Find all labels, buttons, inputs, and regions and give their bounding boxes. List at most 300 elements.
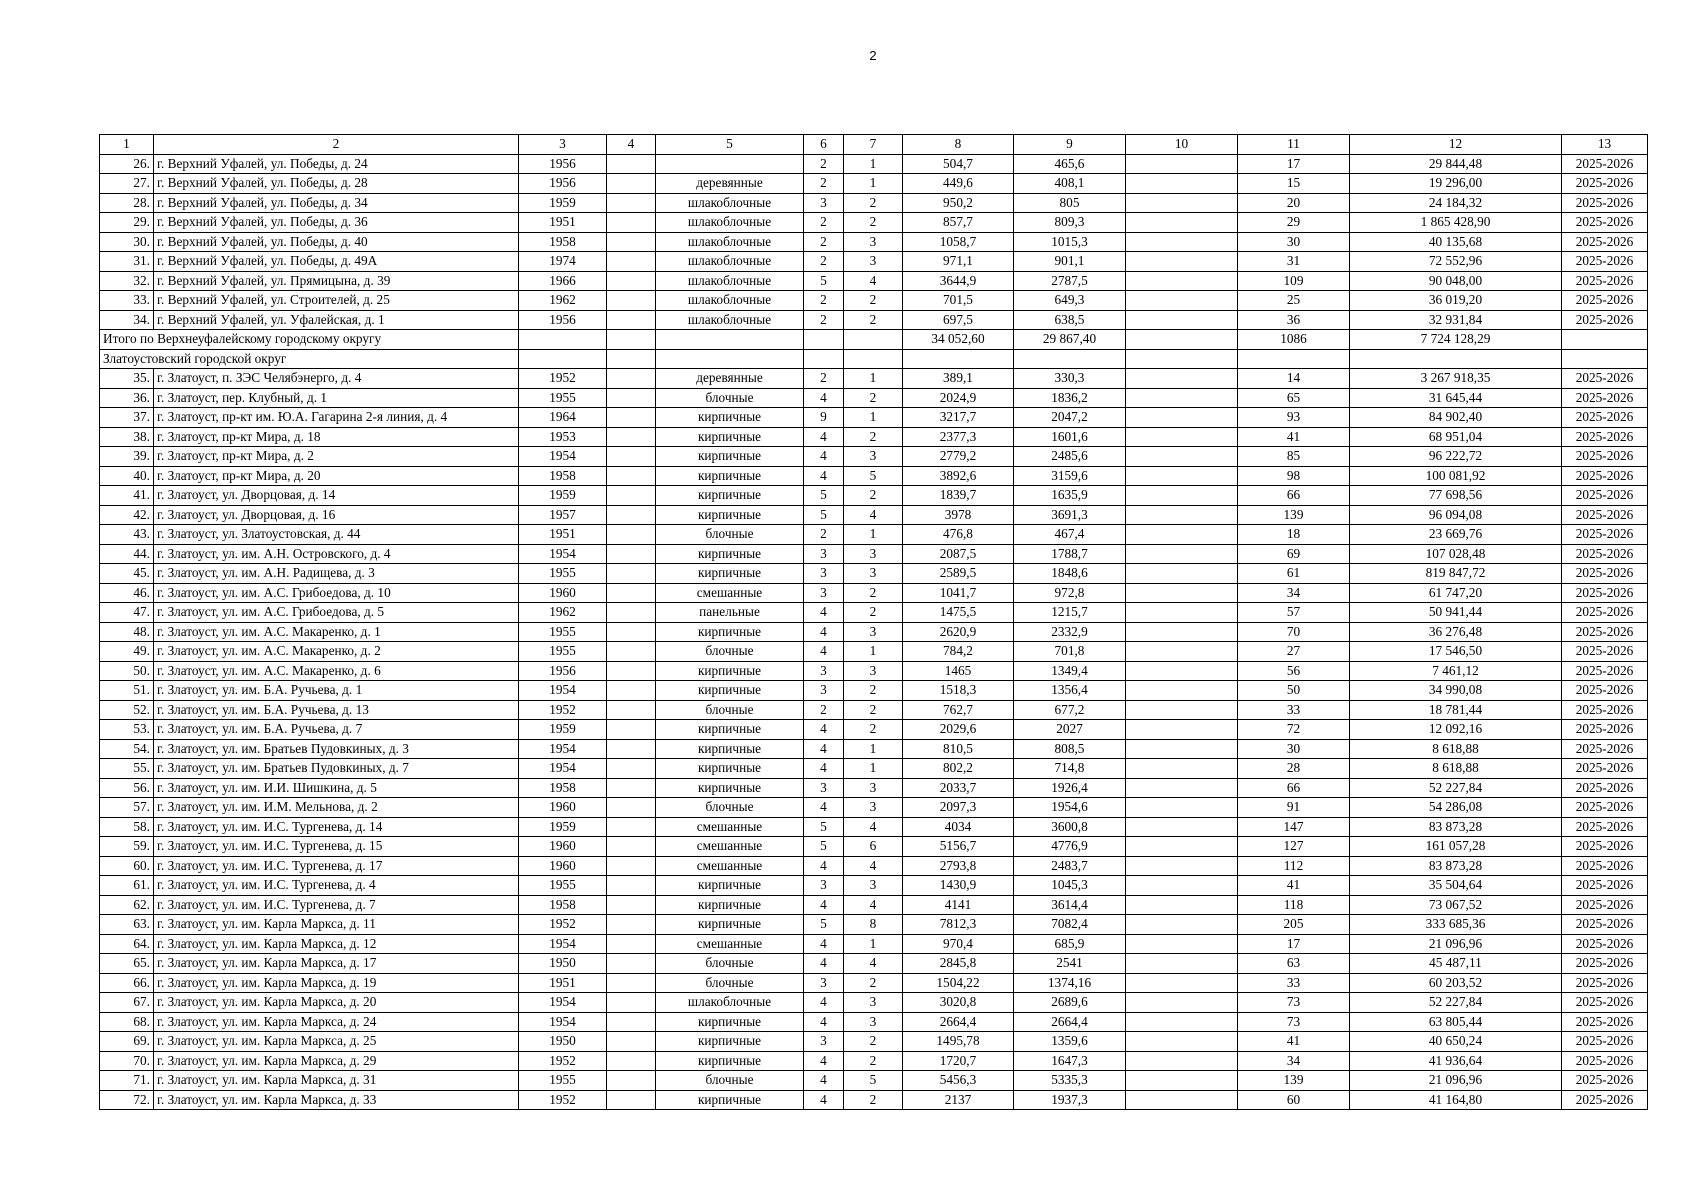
cell-col-12: 107 028,48 [1350, 544, 1562, 564]
cell-col-4 [607, 954, 656, 974]
cell-col-7: 2 [844, 583, 903, 603]
cell-col-10 [1126, 720, 1238, 740]
cell-col-9: 3614,4 [1014, 895, 1126, 915]
cell-col-6: 4 [804, 642, 844, 662]
cell-col-12: 3 267 918,35 [1350, 369, 1562, 389]
cell-col-13: 2025-2026 [1562, 486, 1648, 506]
cell-col-8: 1041,7 [903, 583, 1014, 603]
table-row [100, 661, 1648, 681]
cell-col-3: 1955 [519, 388, 607, 408]
cell-col-10 [1126, 525, 1238, 545]
cell-col-8: 802,2 [903, 759, 1014, 779]
cell-col-10 [1126, 895, 1238, 915]
cell-col-10 [1126, 505, 1238, 525]
cell-col-13: 2025-2026 [1562, 232, 1648, 252]
cell-col-4 [607, 700, 656, 720]
cell-col-3: 1955 [519, 876, 607, 896]
cell-col-7: 3 [844, 544, 903, 564]
cell-col-1: 71. [100, 1071, 154, 1091]
cell-col-6: 4 [804, 895, 844, 915]
cell-col-10 [1126, 934, 1238, 954]
cell-col-6: 4 [804, 1071, 844, 1091]
cell-col-11: 36 [1238, 310, 1350, 330]
cell-col-1: 61. [100, 876, 154, 896]
cell-col-3: 1959 [519, 486, 607, 506]
table-row [100, 1032, 1648, 1052]
cell-col-7: 1 [844, 369, 903, 389]
cell-col-1: 53. [100, 720, 154, 740]
cell-col-11: 56 [1238, 661, 1350, 681]
cell-col-5: кирпичные [656, 681, 804, 701]
cell-col-4 [607, 895, 656, 915]
cell-col-10 [1126, 622, 1238, 642]
header-cell: 12 [1350, 135, 1562, 155]
cell-col-2: г. Златоуст, ул. им. Б.А. Ручьева, д. 7 [154, 720, 519, 740]
cell-col-8: 1504,22 [903, 973, 1014, 993]
cell-col-10 [1126, 388, 1238, 408]
cell-col-9: 901,1 [1014, 252, 1126, 272]
cell-col-12: 29 844,48 [1350, 154, 1562, 174]
cell-col-7: 2 [844, 1032, 903, 1052]
cell-col-2: г. Златоуст, ул. им. А.Н. Радищева, д. 3 [154, 564, 519, 584]
cell-col-8: 971,1 [903, 252, 1014, 272]
cell-col-8: 1430,9 [903, 876, 1014, 896]
cell-col-1: 33. [100, 291, 154, 311]
table-row [100, 759, 1648, 779]
cell-col-5: кирпичные [656, 622, 804, 642]
cell-col-3: 1959 [519, 193, 607, 213]
table-row [100, 778, 1648, 798]
cell-col-4 [607, 973, 656, 993]
table-row [100, 564, 1648, 584]
cell-col-5: шлакоблочные [656, 271, 804, 291]
cell-col-12: 73 067,52 [1350, 895, 1562, 915]
cell-col-6: 2 [804, 310, 844, 330]
cell-col-9: 714,8 [1014, 759, 1126, 779]
cell-col-10 [1126, 486, 1238, 506]
cell-col-1: 50. [100, 661, 154, 681]
cell-col-13: 2025-2026 [1562, 856, 1648, 876]
cell-col-5: кирпичные [656, 1032, 804, 1052]
cell-col-2: г. Златоуст, ул. им. И.С. Тургенева, д. 17 [154, 856, 519, 876]
cell-col-7: 1 [844, 525, 903, 545]
cell-col-6: 2 [804, 232, 844, 252]
cell-col-4 [607, 466, 656, 486]
cell-col-4 [607, 544, 656, 564]
cell-col-2: г. Златоуст, ул. им. Карла Маркса, д. 11 [154, 915, 519, 935]
cell-col-9: 1647,3 [1014, 1051, 1126, 1071]
cell-col-11: 109 [1238, 271, 1350, 291]
cell-col-10 [1126, 1012, 1238, 1032]
cell-col-11: 66 [1238, 778, 1350, 798]
cell-col-8: 2779,2 [903, 447, 1014, 467]
cell-col-13: 2025-2026 [1562, 252, 1648, 272]
cell-col-5: блочные [656, 798, 804, 818]
cell-col-13: 2025-2026 [1562, 408, 1648, 428]
cell-col-3: 1954 [519, 681, 607, 701]
cell-col-5: деревянные [656, 369, 804, 389]
cell-col-10 [1126, 876, 1238, 896]
cell-col-4 [607, 525, 656, 545]
cell-col-10 [1126, 993, 1238, 1013]
cell-col-5: кирпичные [656, 661, 804, 681]
table-row [100, 544, 1648, 564]
cell-col-9: 805 [1014, 193, 1126, 213]
cell-col-13: 2025-2026 [1562, 564, 1648, 584]
cell-col-8: 2029,6 [903, 720, 1014, 740]
cell-col-13: 2025-2026 [1562, 505, 1648, 525]
cell-col-5: кирпичные [656, 564, 804, 584]
cell-col-7: 5 [844, 1071, 903, 1091]
header-cell: 1 [100, 135, 154, 155]
cell-col-13: 2025-2026 [1562, 934, 1648, 954]
cell-col-2: г. Златоуст, ул. им. А.Н. Островского, д. 4 [154, 544, 519, 564]
cell-col-12: 24 184,32 [1350, 193, 1562, 213]
cell-col-3: 1960 [519, 856, 607, 876]
cell-col-12: 34 990,08 [1350, 681, 1562, 701]
cell-col-12: 333 685,36 [1350, 915, 1562, 935]
cell-col-6: 2 [804, 252, 844, 272]
cell-col-9: 649,3 [1014, 291, 1126, 311]
cell-col-13: 2025-2026 [1562, 798, 1648, 818]
empty-cell [844, 349, 903, 369]
cell-col-1: 54. [100, 739, 154, 759]
page-number: 2 [869, 48, 877, 63]
cell-col-9: 1926,4 [1014, 778, 1126, 798]
cell-col-1: 72. [100, 1090, 154, 1110]
cell-col-13: 2025-2026 [1562, 895, 1648, 915]
cell-col-7: 3 [844, 622, 903, 642]
cell-col-12: 36 019,20 [1350, 291, 1562, 311]
cell-col-7: 4 [844, 895, 903, 915]
cell-col-7: 8 [844, 915, 903, 935]
cell-col-6: 3 [804, 876, 844, 896]
empty-cell [1014, 349, 1126, 369]
cell-col-4 [607, 174, 656, 194]
cell-col-9: 1359,6 [1014, 1032, 1126, 1052]
cell-col-3: 1954 [519, 993, 607, 1013]
header-cell: 7 [844, 135, 903, 155]
cell-col-3: 1974 [519, 252, 607, 272]
cell-col-9: 809,3 [1014, 213, 1126, 233]
cell-col-1: 39. [100, 447, 154, 467]
cell-col-10 [1126, 310, 1238, 330]
header-cell: 2 [154, 135, 519, 155]
cell-col-13: 2025-2026 [1562, 993, 1648, 1013]
cell-col-9: 408,1 [1014, 174, 1126, 194]
cell-col-2: г. Златоуст, ул. им. И.С. Тургенева, д. 14 [154, 817, 519, 837]
cell-col-12: 161 057,28 [1350, 837, 1562, 857]
cell-col-4 [607, 213, 656, 233]
table-row [100, 954, 1648, 974]
cell-col-10 [1126, 856, 1238, 876]
cell-col-6: 4 [804, 622, 844, 642]
cell-col-2: г. Верхний Уфалей, ул. Строителей, д. 25 [154, 291, 519, 311]
cell-col-12: 50 941,44 [1350, 603, 1562, 623]
cell-col-6: 4 [804, 993, 844, 1013]
cell-col-2: г. Златоуст, ул. им. Карла Маркса, д. 20 [154, 993, 519, 1013]
cell-col-1: 27. [100, 174, 154, 194]
cell-col-12: 63 805,44 [1350, 1012, 1562, 1032]
table-row [100, 1012, 1648, 1032]
cell-col-2: г. Златоуст, ул. им. И.С. Тургенева, д. 4 [154, 876, 519, 896]
cell-col-7: 2 [844, 720, 903, 740]
cell-col-11: 70 [1238, 622, 1350, 642]
cell-col-5: блочные [656, 642, 804, 662]
cell-col-7: 3 [844, 252, 903, 272]
cell-col-6: 3 [804, 973, 844, 993]
cell-col-2: г. Златоуст, ул. им. Б.А. Ручьева, д. 1 [154, 681, 519, 701]
cell-col-9: 1015,3 [1014, 232, 1126, 252]
cell-col-5: блочные [656, 954, 804, 974]
cell-col-9: 2047,2 [1014, 408, 1126, 428]
cell-col-10 [1126, 1032, 1238, 1052]
cell-col-12: 41 164,80 [1350, 1090, 1562, 1110]
cell-col-11: 41 [1238, 427, 1350, 447]
cell-col-3: 1954 [519, 1012, 607, 1032]
cell-col-2: г. Златоуст, ул. им. Карла Маркса, д. 25 [154, 1032, 519, 1052]
table-row [100, 213, 1648, 233]
cell-col-6: 4 [804, 934, 844, 954]
table-row [100, 798, 1648, 818]
cell-col-13: 2025-2026 [1562, 642, 1648, 662]
empty-cell [1562, 330, 1648, 350]
cell-col-8: 2024,9 [903, 388, 1014, 408]
cell-col-2: г. Златоуст, ул. им. Карла Маркса, д. 29 [154, 1051, 519, 1071]
cell-col-9: 701,8 [1014, 642, 1126, 662]
cell-col-11: 139 [1238, 505, 1350, 525]
cell-col-10 [1126, 778, 1238, 798]
cell-col-1: 70. [100, 1051, 154, 1071]
cell-col-12: 21 096,96 [1350, 934, 1562, 954]
cell-col-7: 1 [844, 759, 903, 779]
cell-col-9: 972,8 [1014, 583, 1126, 603]
cell-col-2: г. Верхний Уфалей, ул. Победы, д. 36 [154, 213, 519, 233]
cell-col-9: 467,4 [1014, 525, 1126, 545]
cell-col-11: 28 [1238, 759, 1350, 779]
cell-col-13: 2025-2026 [1562, 681, 1648, 701]
cell-col-2: г. Златоуст, ул. им. А.С. Грибоедова, д. 10 [154, 583, 519, 603]
section-row [100, 349, 1648, 369]
cell-col-5: кирпичные [656, 915, 804, 935]
cell-col-12: 54 286,08 [1350, 798, 1562, 818]
cell-col-10 [1126, 447, 1238, 467]
cell-col-13: 2025-2026 [1562, 447, 1648, 467]
cell-col-3: 1962 [519, 603, 607, 623]
cell-col-5: кирпичные [656, 739, 804, 759]
cell-col-1: 62. [100, 895, 154, 915]
cell-col-9: 1635,9 [1014, 486, 1126, 506]
cell-col-6: 2 [804, 213, 844, 233]
cell-col-7: 3 [844, 232, 903, 252]
cell-col-1: 46. [100, 583, 154, 603]
cell-col-12: 83 873,28 [1350, 856, 1562, 876]
cell-col-5 [656, 154, 804, 174]
cell-col-1: 67. [100, 993, 154, 1013]
cell-col-10 [1126, 837, 1238, 857]
cell-col-2: г. Златоуст, пр-кт Мира, д. 20 [154, 466, 519, 486]
cell-col-10 [1126, 466, 1238, 486]
cell-col-3: 1958 [519, 232, 607, 252]
empty-cell [903, 349, 1014, 369]
cell-col-2: г. Златоуст, ул. им. И.И. Шишкина, д. 5 [154, 778, 519, 798]
cell-col-11: 63 [1238, 954, 1350, 974]
cell-col-9: 677,2 [1014, 700, 1126, 720]
cell-col-1: 36. [100, 388, 154, 408]
cell-col-13: 2025-2026 [1562, 954, 1648, 974]
cell-col-13: 2025-2026 [1562, 1012, 1648, 1032]
cell-col-12: 45 487,11 [1350, 954, 1562, 974]
table-row [100, 583, 1648, 603]
cell-col-3: 1958 [519, 895, 607, 915]
table-row [100, 700, 1648, 720]
table-row [100, 993, 1648, 1013]
cell-col-3: 1952 [519, 915, 607, 935]
cell-col-3: 1955 [519, 564, 607, 584]
cell-col-13: 2025-2026 [1562, 876, 1648, 896]
cell-col-7: 3 [844, 564, 903, 584]
cell-col-6: 4 [804, 427, 844, 447]
cell-col-2: г. Златоуст, ул. им. А.С. Грибоедова, д. 5 [154, 603, 519, 623]
cell-col-3: 1960 [519, 798, 607, 818]
cell-col-9: 1836,2 [1014, 388, 1126, 408]
cell-col-6: 3 [804, 778, 844, 798]
cell-col-4 [607, 1071, 656, 1091]
cell-col-2: г. Златоуст, ул. Златоустовская, д. 44 [154, 525, 519, 545]
cell-col-7: 2 [844, 388, 903, 408]
cell-col-5: кирпичные [656, 759, 804, 779]
cell-col-2: г. Верхний Уфалей, ул. Победы, д. 49А [154, 252, 519, 272]
cell-col-13: 2025-2026 [1562, 583, 1648, 603]
cell-col-9: 330,3 [1014, 369, 1126, 389]
cell-col-13: 2025-2026 [1562, 291, 1648, 311]
cell-col-6: 4 [804, 466, 844, 486]
cell-col-3: 1950 [519, 1032, 607, 1052]
cell-col-5: кирпичные [656, 505, 804, 525]
cell-col-5: кирпичные [656, 466, 804, 486]
cell-col-10 [1126, 681, 1238, 701]
cell-col-3: 1951 [519, 525, 607, 545]
cell-col-2: г. Верхний Уфалей, ул. Победы, д. 28 [154, 174, 519, 194]
cell-col-10 [1126, 700, 1238, 720]
empty-cell [844, 330, 903, 350]
cell-col-10 [1126, 154, 1238, 174]
cell-col-10 [1126, 193, 1238, 213]
table-row [100, 486, 1648, 506]
cell-col-3: 1956 [519, 310, 607, 330]
cell-col-8: 1839,7 [903, 486, 1014, 506]
cell-col-8: 2377,3 [903, 427, 1014, 447]
empty-cell [1126, 330, 1238, 350]
cell-col-10 [1126, 583, 1238, 603]
cell-col-1: 60. [100, 856, 154, 876]
cell-col-13: 2025-2026 [1562, 466, 1648, 486]
cell-col-6: 3 [804, 564, 844, 584]
table-row [100, 447, 1648, 467]
cell-col-12: 819 847,72 [1350, 564, 1562, 584]
cell-col-8: 2793,8 [903, 856, 1014, 876]
cell-col-13: 2025-2026 [1562, 271, 1648, 291]
cell-col-7: 2 [844, 1090, 903, 1110]
cell-col-3: 1950 [519, 954, 607, 974]
cell-col-10 [1126, 798, 1238, 818]
cell-col-12: 32 931,84 [1350, 310, 1562, 330]
cell-col-7: 2 [844, 193, 903, 213]
cell-col-12: 40 650,24 [1350, 1032, 1562, 1052]
cell-col-9: 2541 [1014, 954, 1126, 974]
cell-col-5: шлакоблочные [656, 310, 804, 330]
cell-col-10 [1126, 427, 1238, 447]
cell-col-11: 127 [1238, 837, 1350, 857]
cell-col-1: 37. [100, 408, 154, 428]
table-row [100, 427, 1648, 447]
cell-col-2: г. Златоуст, пер. Клубный, д. 1 [154, 388, 519, 408]
cell-col-7: 3 [844, 993, 903, 1013]
cell-col-6: 4 [804, 954, 844, 974]
cell-col-8: 970,4 [903, 934, 1014, 954]
cell-col-9: 1937,3 [1014, 1090, 1126, 1110]
cell-col-6: 9 [804, 408, 844, 428]
cell-col-10 [1126, 661, 1238, 681]
cell-col-9: 1788,7 [1014, 544, 1126, 564]
cell-col-8: 449,6 [903, 174, 1014, 194]
cell-col-7: 3 [844, 1012, 903, 1032]
cell-col-10 [1126, 232, 1238, 252]
cell-col-2: г. Верхний Уфалей, ул. Уфалейская, д. 1 [154, 310, 519, 330]
cell-col-13: 2025-2026 [1562, 720, 1648, 740]
cell-col-5: шлакоблочные [656, 993, 804, 1013]
cell-col-4 [607, 720, 656, 740]
cell-col-8: 476,8 [903, 525, 1014, 545]
cell-col-10 [1126, 915, 1238, 935]
table-row [100, 193, 1648, 213]
cell-col-9: 1349,4 [1014, 661, 1126, 681]
cell-col-3: 1957 [519, 505, 607, 525]
cell-col-8: 2087,5 [903, 544, 1014, 564]
column-number-header [100, 135, 1648, 155]
total-row [100, 330, 1648, 350]
cell-col-1: 28. [100, 193, 154, 213]
total-label: Итого по Верхнеуфалейскому городскому округу [100, 330, 519, 350]
cell-col-8: 2137 [903, 1090, 1014, 1110]
cell-col-12: 77 698,56 [1350, 486, 1562, 506]
cell-col-9: 7082,4 [1014, 915, 1126, 935]
cell-col-9: 1045,3 [1014, 876, 1126, 896]
cell-col-12: 52 227,84 [1350, 778, 1562, 798]
cell-col-6: 2 [804, 700, 844, 720]
cell-col-9: 1374,16 [1014, 973, 1126, 993]
cell-col-8: 7812,3 [903, 915, 1014, 935]
cell-col-12: 21 096,96 [1350, 1071, 1562, 1091]
cell-col-5: шлакоблочные [656, 252, 804, 272]
cell-col-2: г. Златоуст, ул. Дворцовая, д. 14 [154, 486, 519, 506]
cell-col-4 [607, 993, 656, 1013]
cell-col-11: 118 [1238, 895, 1350, 915]
empty-cell [804, 330, 844, 350]
table-row [100, 232, 1648, 252]
cell-col-11: 34 [1238, 583, 1350, 603]
cell-col-9: 4776,9 [1014, 837, 1126, 857]
cell-col-5: деревянные [656, 174, 804, 194]
cell-col-4 [607, 369, 656, 389]
cell-col-2: г. Верхний Уфалей, ул. Победы, д. 40 [154, 232, 519, 252]
table-row [100, 310, 1648, 330]
cell-col-4 [607, 291, 656, 311]
cell-col-4 [607, 778, 656, 798]
cell-col-5: шлакоблочные [656, 232, 804, 252]
cell-col-12: 90 048,00 [1350, 271, 1562, 291]
table-row [100, 934, 1648, 954]
